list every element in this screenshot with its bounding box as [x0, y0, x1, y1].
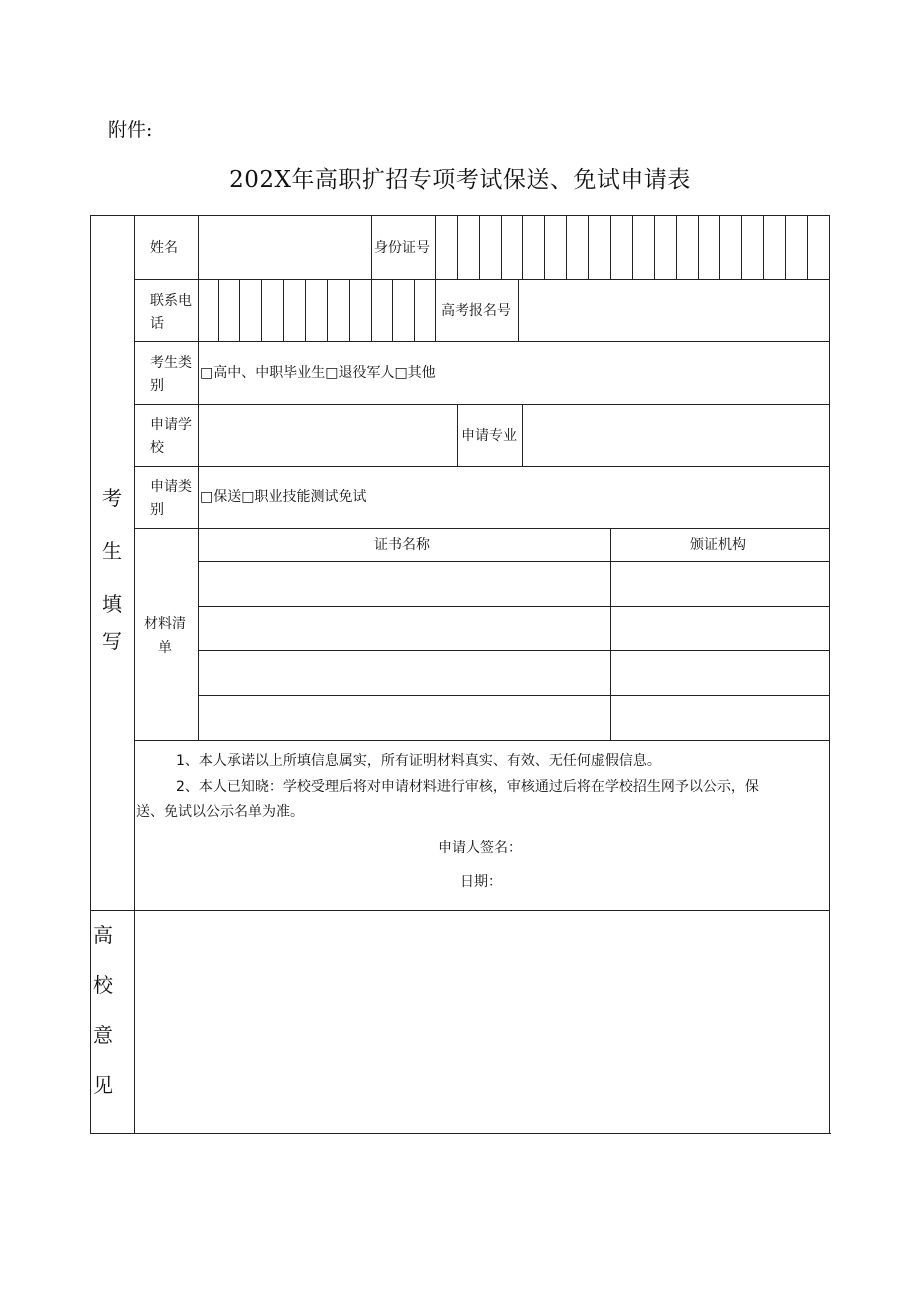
major-label: 申请专业 — [461, 428, 517, 444]
student-section-char: 写 — [102, 629, 122, 653]
form-title: 202X年高职扩招专项考试保送、免试申请表 — [229, 167, 691, 193]
school-label: 校 — [150, 440, 164, 456]
attachment-label: 附件: — [108, 119, 153, 141]
apply-type-options[interactable]: □保送□职业技能测试免试 — [200, 489, 367, 505]
cert-name-header: 证书名称 — [374, 537, 430, 553]
apply-type-label: 申请类 — [150, 479, 192, 495]
exam-number-label: 高考报名号 — [441, 303, 511, 319]
row-divider — [198, 650, 830, 651]
row-divider — [134, 466, 830, 467]
table-border-bottom — [90, 1133, 831, 1134]
pledge-line-2: 2、本人已知晓：学校受理后将对申请材料进行审核，审核通过后将在学校招生网予以公示，保 — [176, 779, 759, 795]
cell-divider — [457, 404, 458, 466]
school-label: 申请学 — [150, 417, 192, 433]
signature-label: 申请人签名： — [438, 840, 522, 856]
school-section-char: 校 — [93, 973, 113, 997]
major-input[interactable] — [523, 405, 829, 466]
issuer-header: 颁证机构 — [690, 537, 746, 553]
row-divider — [198, 561, 830, 562]
phone-label: 话 — [150, 316, 164, 332]
table-border-right — [829, 215, 830, 1134]
student-section-char: 填 — [102, 592, 122, 616]
cell-divider — [610, 528, 611, 740]
row-divider — [134, 740, 830, 741]
category-label: 考生类 — [150, 355, 192, 371]
school-opinion-input[interactable] — [135, 911, 829, 1133]
student-section-char: 生 — [102, 539, 122, 563]
id-number-input[interactable] — [436, 216, 829, 279]
cell-divider — [371, 215, 372, 279]
row-divider — [134, 528, 830, 529]
category-options[interactable]: □高中、中职毕业生□退役军人□其他 — [200, 365, 436, 381]
materials-label: 单 — [158, 640, 172, 656]
row-divider — [134, 341, 830, 342]
exam-number-input[interactable] — [519, 280, 829, 341]
date-label: 日期： — [460, 874, 502, 890]
phone-label: 联系电 — [150, 293, 192, 309]
apply-type-label: 别 — [150, 502, 164, 518]
row-divider — [198, 695, 830, 696]
pledge-line-3: 送、免试以公示名单为准。 — [136, 804, 304, 820]
school-section-char: 意 — [93, 1023, 113, 1047]
school-section-char: 见 — [93, 1073, 113, 1097]
phone-input[interactable] — [199, 280, 435, 341]
category-label: 别 — [150, 378, 164, 394]
materials-label: 材料清 — [144, 616, 186, 632]
pledge-line-1: 1、本人承诺以上所填信息属实，所有证明材料真实、有效、无任何虚假信息。 — [176, 753, 661, 769]
student-section-char: 考 — [102, 486, 122, 510]
name-label: 姓名 — [150, 240, 178, 256]
cell-divider — [435, 279, 436, 341]
school-input[interactable] — [199, 405, 456, 466]
school-section-char: 高 — [93, 923, 113, 947]
id-number-label: 身份证号 — [374, 240, 430, 256]
row-divider — [198, 606, 830, 607]
name-input[interactable] — [199, 216, 370, 279]
